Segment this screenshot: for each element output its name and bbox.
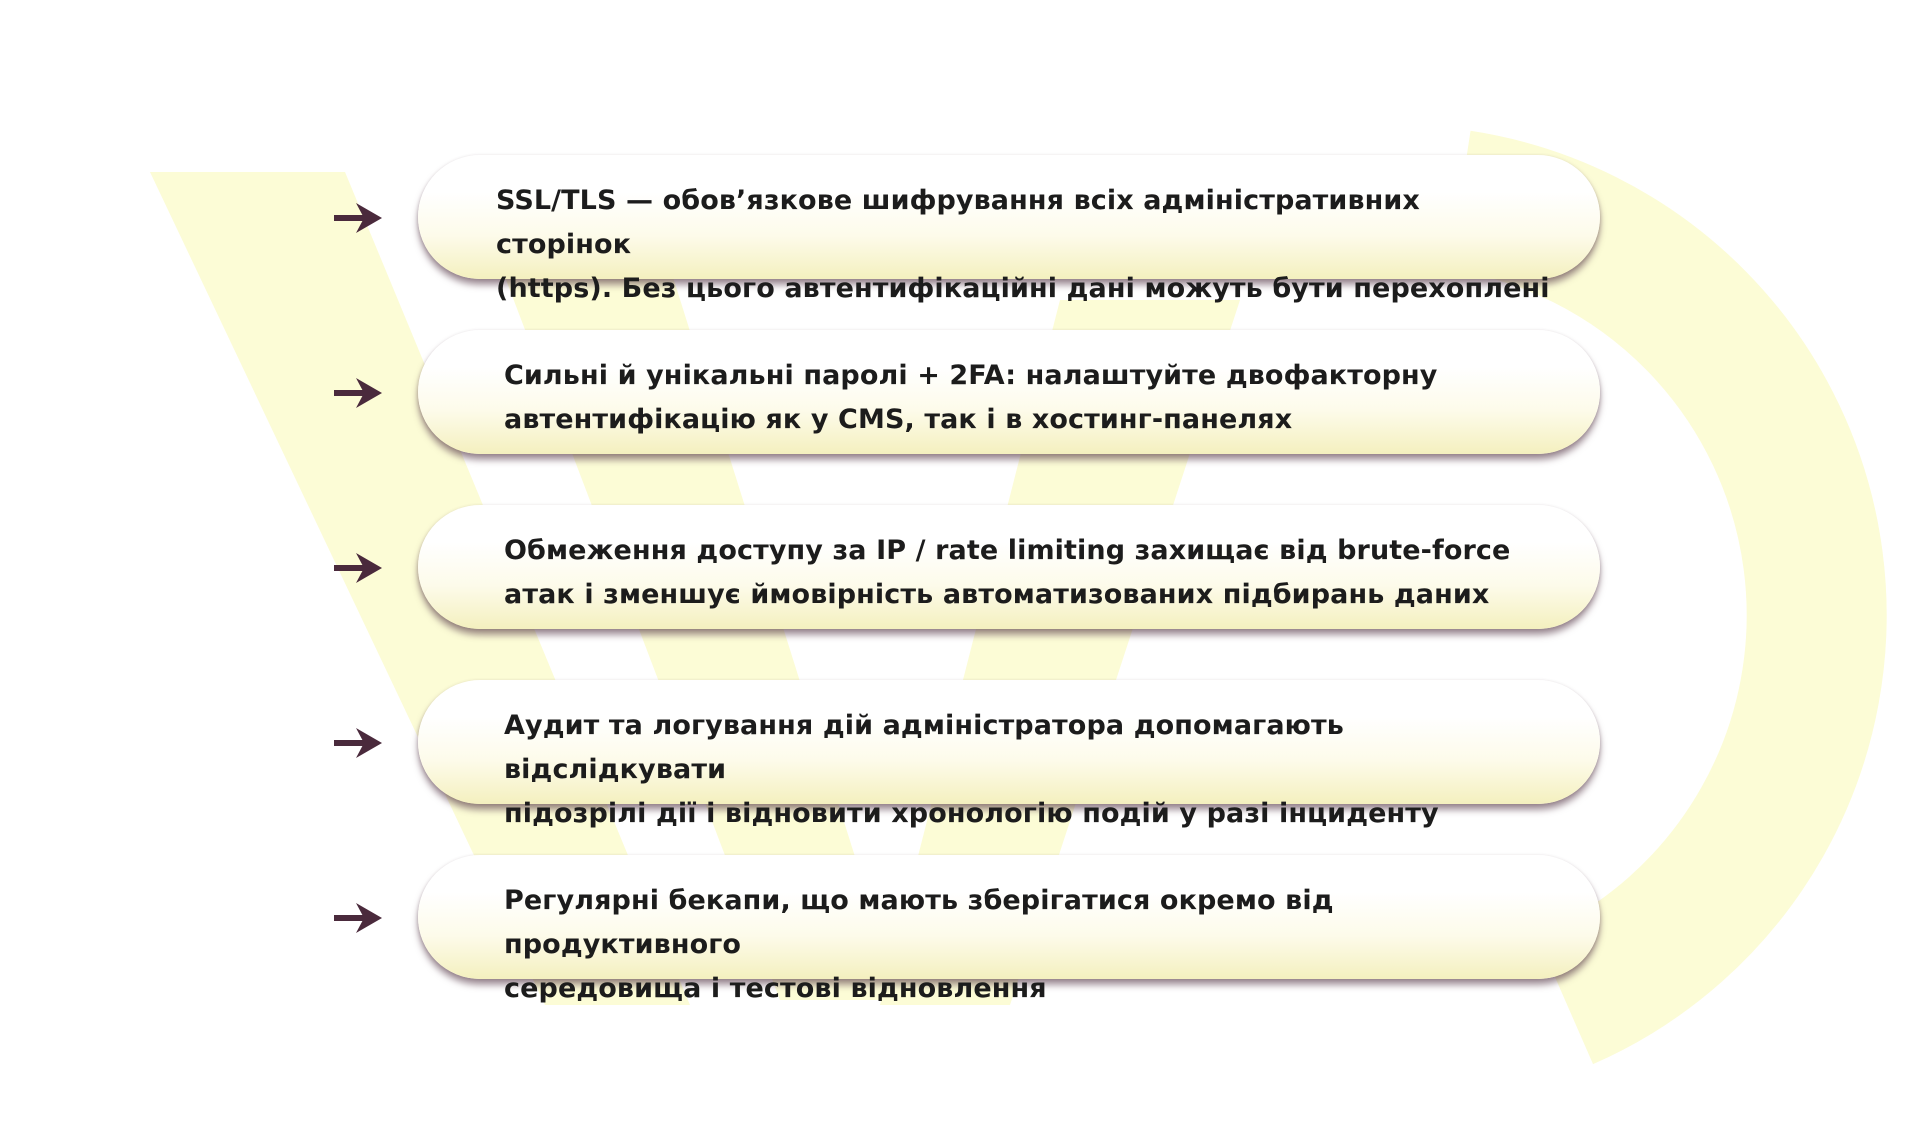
list-item-line: Аудит та логування дій адміністратора допомагають відслідкувати xyxy=(504,710,1344,785)
list-item-text xyxy=(504,879,1564,1011)
list-item xyxy=(0,330,1920,456)
list-item-card xyxy=(418,330,1600,454)
list-item-line: атак і зменшує ймовірність автоматизованих підбирань даних xyxy=(504,579,1490,610)
list-item-line: середовища і тестові відновлення xyxy=(504,973,1047,1004)
list-item-line: Регулярні бекапи, що мають зберігатися окремо від продуктивного xyxy=(504,885,1334,960)
list-item-line: Сильні й унікальні паролі + 2FA: налаштуйте двофакторну xyxy=(504,360,1438,391)
list-item-card xyxy=(418,855,1600,1004)
arrow-right-icon xyxy=(334,376,384,410)
list-item-card xyxy=(418,155,1600,304)
list-item-card xyxy=(418,505,1600,629)
arrow-right-icon xyxy=(334,901,384,935)
list-item-line: SSL/TLS — обов’язкове шифрування всіх адміністративних сторінок xyxy=(496,185,1420,260)
list-item-line: підозрілі дії і відновити хронологію подій у разі інциденту xyxy=(504,798,1439,829)
arrow-right-icon xyxy=(334,551,384,585)
list-item xyxy=(0,155,1920,304)
list-item-line: Обмеження доступу за IP / rate limiting захищає від brute-force xyxy=(504,535,1511,566)
list-item-line: автентифікацію як у CMS, так і в хостинг-панелях xyxy=(504,404,1293,435)
list-item xyxy=(0,505,1920,631)
list-item xyxy=(0,680,1920,829)
arrow-right-icon xyxy=(334,201,384,235)
list-item-text xyxy=(504,529,1564,617)
arrow-right-icon xyxy=(334,726,384,760)
list-item xyxy=(0,855,1920,1004)
list-item-line: (https). Без цього автентифікаційні дані можуть бути перехоплені xyxy=(496,273,1550,304)
list-item-text xyxy=(496,179,1556,311)
list-item-text xyxy=(504,704,1564,836)
list-item-card xyxy=(418,680,1600,829)
list-item-text xyxy=(504,354,1564,442)
